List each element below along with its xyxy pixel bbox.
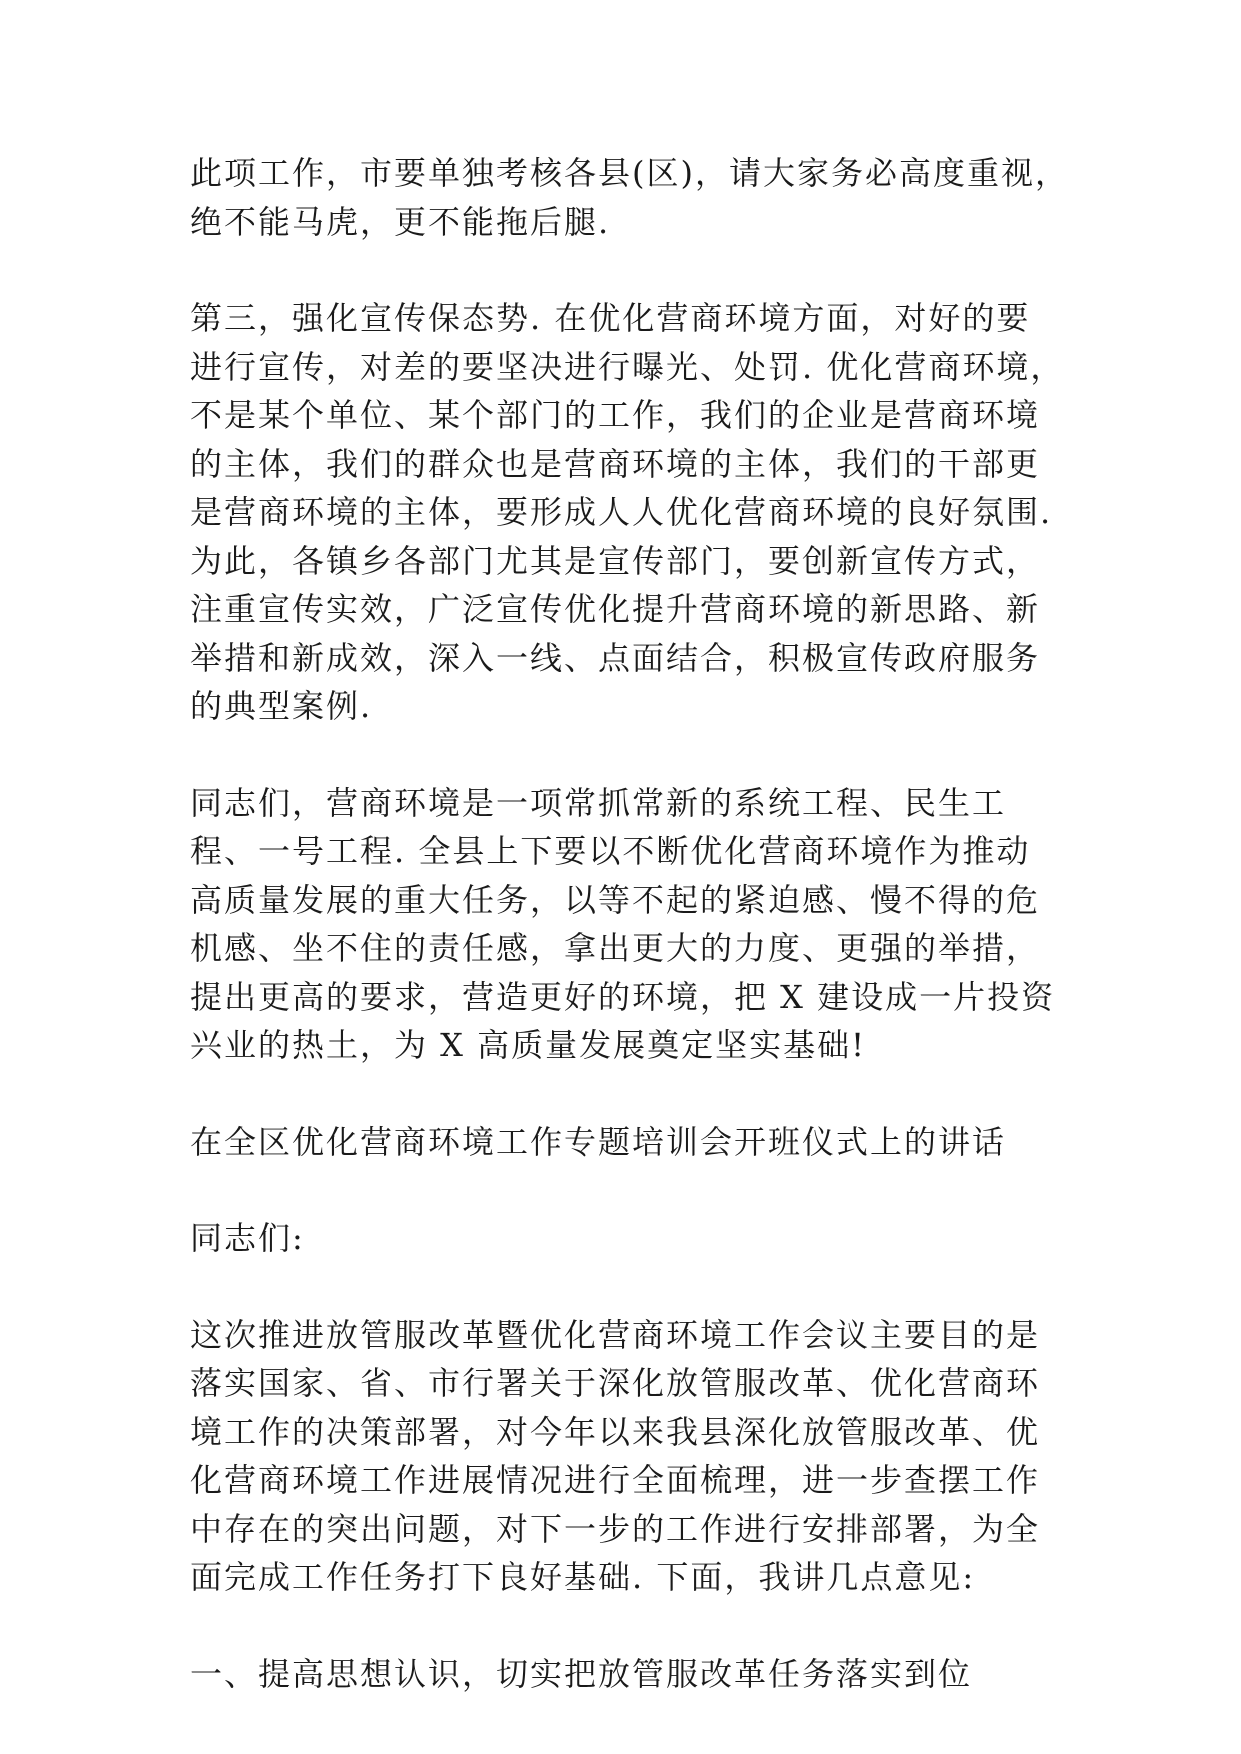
text-line: 举措和新成效，深入一线、点面结合，积极宣传政府服务: [190, 638, 1041, 677]
salutation: [190, 1214, 1050, 1263]
text-line: 提出更高的要求，营造更好的环境，把 X 建设成一片投资: [190, 977, 1056, 1016]
text-line: 兴业的热土，为 X 高质量发展奠定坚实基础!: [190, 1026, 866, 1064]
document-body: [190, 149, 1069, 1746]
paragraph-conclusion: [190, 779, 1056, 1070]
text-line: 注重宣传实效，广泛宣传优化提升营商环境的新思路、新: [190, 590, 1041, 628]
text-line: 程、一号工程. 全县上下要以不断优化营商环境作为推动: [190, 832, 1031, 870]
text-line: 的典型案例.: [190, 687, 373, 725]
section-heading: [190, 1650, 1050, 1699]
text-line: 进行宣传，对差的要坚决进行曝光、处罚. 优化营商环境，: [190, 347, 1065, 386]
text-line: 的主体，我们的群众也是营商环境的主体，我们的干部更: [190, 444, 1041, 483]
text-line: 同志们，营商环境是一项常抓常新的系统工程、民生工: [190, 783, 1007, 822]
text-line: 化营商环境工作进展情况进行全面梳理，进一步查摆工作: [190, 1461, 1041, 1499]
text-line: 为此，各镇乡各部门尤其是宣传部门，要创新宣传方式，: [190, 541, 1041, 580]
paragraph-intro: [190, 1311, 1050, 1602]
text-line: 不是某个单位、某个部门的工作，我们的企业是营商环境: [190, 396, 1041, 434]
text-line: 第三，强化宣传保态势. 在优化营商环境方面，对好的要: [190, 299, 1031, 337]
paragraph-continuation: [190, 149, 1069, 246]
text-line: 是营商环境的主体，要形成人人优化营商环境的良好氛围.: [190, 493, 1053, 531]
text-line: 落实国家、省、市行署关于深化放管服改革、优化营商环: [190, 1364, 1041, 1402]
paragraph-publicity: [190, 294, 1065, 731]
text-line: 境工作的决策部署，对今年以来我县深化放管服改革、优: [190, 1412, 1041, 1451]
text-line: 中存在的突出问题，对下一步的工作进行安排部署，为全: [190, 1509, 1041, 1548]
text-line: 绝不能马虎，更不能拖后腿.: [190, 202, 611, 241]
text-line: 在全区优化营商环境工作专题培训会开班仪式上的讲话: [190, 1122, 1007, 1161]
text-line: 面完成工作任务打下良好基础. 下面，我讲几点意见:: [190, 1558, 976, 1596]
text-line: 此项工作，市要单独考核各县(区)，请大家务必高度重视，: [190, 154, 1069, 192]
speech-title: [190, 1118, 1050, 1167]
text-line: 高质量发展的重大任务，以等不起的紧迫感、慢不得的危: [190, 880, 1041, 919]
text-line: 同志们:: [190, 1219, 305, 1257]
text-line: 这次推进放管服改革暨优化营商环境工作会议主要目的是: [190, 1315, 1041, 1354]
text-line: 机感、坐不住的责任感，拿出更大的力度、更强的举措，: [190, 929, 1041, 967]
text-line: 一、提高思想认识，切实把放管服改革任务落实到位: [190, 1654, 973, 1693]
